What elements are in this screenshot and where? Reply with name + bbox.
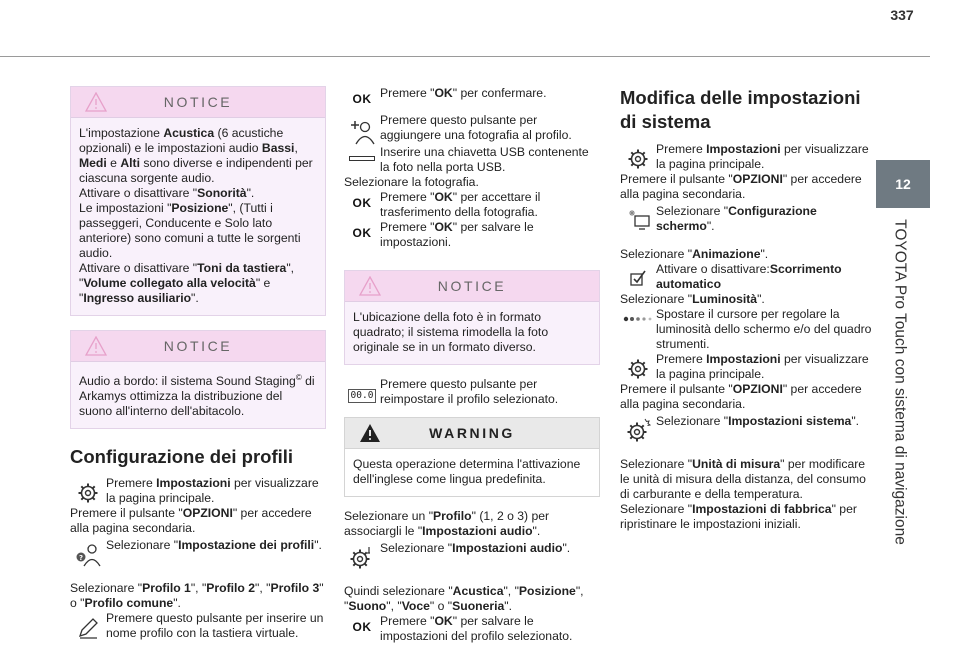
notice-paragraph: L'ubicazione della foto è in formato quadrato; il sistema rimodella la foto originale se in un formato diverso. <box>353 310 549 354</box>
warning-box <box>344 417 600 497</box>
instruction-row <box>344 539 600 571</box>
instruction-text: Premere Impostazioni per visualizzare la pagina principale. <box>656 352 869 381</box>
instruction-row <box>344 614 600 644</box>
notice-box <box>344 270 600 365</box>
warning-title: WARNING <box>429 424 515 441</box>
notice-box <box>70 86 326 316</box>
page-number: 337 <box>890 7 914 23</box>
warning-triangle-icon <box>85 336 107 356</box>
notice-paragraph: Audio a bordo: il sistema Sound Staging© di Arkamys ottimizza la distribuzione del suono all'interno dell'abitacolo. <box>79 373 315 419</box>
notice-body <box>345 302 599 364</box>
reset-profile-icon: 00.0 <box>348 389 377 403</box>
column-3 <box>620 86 876 532</box>
notice-body <box>71 362 325 428</box>
instruction-row <box>70 476 326 506</box>
gear-settings-icon <box>627 358 649 380</box>
notice-header <box>71 87 325 118</box>
ok-icon: OK <box>352 620 372 634</box>
usb-stick-icon <box>349 156 375 161</box>
warning-paragraph: Questa operazione determina l'attivazione dell'inglese come lingua predefinita. <box>353 457 581 486</box>
chapter-title <box>880 210 920 555</box>
instruction-row <box>70 536 326 568</box>
instruction-text: Premere questo pulsante per inserire un nome profilo con la tastiera virtuale. <box>106 611 324 641</box>
notice-paragraph: Le impostazioni "Posizione", (Tutti i passeggeri, Conducente e Solo lato anteriore) sono comuni a tutte le sorgenti audio. <box>79 201 301 260</box>
instruction-text: Selezionare "Impostazioni sistema". <box>656 414 860 428</box>
add-photo-profile-icon <box>349 119 375 145</box>
screen-configuration-icon <box>625 208 651 230</box>
pencil-icon <box>77 617 99 639</box>
warning-triangle-icon <box>359 276 381 296</box>
instruction-row <box>620 142 876 172</box>
instruction-text: Attivare o disattivare:Scorrimento automatico <box>656 262 842 291</box>
instruction-text: Selezionare la fotografia. <box>344 175 479 189</box>
profiles-icon <box>73 542 103 568</box>
instruction-text: Selezionare "Luminosità". <box>620 292 765 306</box>
instruction-row <box>344 220 600 250</box>
column-2 <box>344 86 600 644</box>
instruction-text: Premere Impostazioni per visualizzare la pagina principale. <box>106 476 319 506</box>
checkbox-checked-icon <box>628 268 648 288</box>
notice-title: NOTICE <box>437 277 507 294</box>
instruction-row <box>620 202 876 234</box>
instruction-text: Premere il pulsante "OPZIONI" per accedere alla pagina secondaria. <box>620 172 862 201</box>
instruction-row <box>620 352 876 382</box>
instruction-row <box>70 611 326 641</box>
instruction-text: Inserire una chiavetta USB contenente la foto nella porta USB. <box>380 145 589 174</box>
instruction-text: Premere Impostazioni per visualizzare la pagina principale. <box>656 142 869 171</box>
instruction-text: Spostare il cursore per regolare la luminosità dello schermo e/o del quadro strumenti. <box>656 307 872 351</box>
chapter-title-text: TOYOTA Pro Touch con sistema di navigazione <box>891 219 909 545</box>
instruction-row <box>620 412 876 444</box>
section-heading: Configurazione dei profili <box>70 446 294 468</box>
notice-paragraph: L'impostazione Acustica (6 acustiche opzionali) e le impostazioni audio Bassi, Medi e Alti sono diverse e indipendenti per ciascuna sorgente audio. <box>79 126 313 185</box>
instruction-text: Selezionare "Impostazione dei profili". <box>106 538 322 553</box>
instruction-text: Premere "OK" per salvare le impostazioni del profilo selezionato. <box>380 614 573 643</box>
section-heading: Modifica delle impostazioni di sistema <box>620 87 861 132</box>
ok-icon: OK <box>352 226 372 240</box>
instruction-row <box>344 113 600 145</box>
instruction-text: Premere questo pulsante per reimpostare il profilo selezionato. <box>380 377 559 406</box>
instruction-text: Selezionare "Unità di misura" per modificare le unità di misura della distanza, del consumo di carburante e della temperatura. <box>620 457 866 501</box>
audio-settings-icon <box>349 545 375 571</box>
brightness-slider-icon <box>623 313 653 325</box>
instruction-text: Selezionare "Profilo 1", "Profilo 2", "Profilo 3" o "Profilo comune". <box>70 581 324 611</box>
warning-header <box>345 418 599 449</box>
instruction-text: Selezionare "Impostazioni audio". <box>380 541 571 555</box>
instruction-row <box>620 307 876 352</box>
ok-icon: OK <box>352 196 372 210</box>
system-settings-icon <box>625 418 651 444</box>
notice-paragraph: Attivare o disattivare "Sonorità". <box>79 186 255 200</box>
gear-settings-icon <box>77 482 99 504</box>
warning-body <box>345 449 599 496</box>
instruction-row <box>344 377 600 407</box>
instruction-text: Premere il pulsante "OPZIONI" per accedere alla pagina secondaria. <box>620 382 862 411</box>
column-1 <box>70 86 326 641</box>
gear-settings-icon <box>627 148 649 170</box>
instruction-row <box>344 190 600 220</box>
instruction-text: Selezionare "Configurazione schermo". <box>656 204 817 233</box>
notice-header <box>345 271 599 302</box>
instruction-row <box>344 145 600 175</box>
notice-title: NOTICE <box>163 337 233 354</box>
instruction-text: Premere "OK" per confermare. <box>380 86 547 100</box>
warning-triangle-icon <box>85 92 107 112</box>
ok-icon: OK <box>352 92 372 106</box>
notice-header <box>71 331 325 362</box>
instruction-text: Selezionare "Animazione". <box>620 247 769 261</box>
instruction-text: Premere il pulsante "OPZIONI" per accedere alla pagina secondaria. <box>70 506 312 536</box>
chapter-tab: 12 <box>876 160 930 208</box>
notice-paragraph: Attivare o disattivare "Toni da tastiera", "Volume collegato alla velocità" e "Ingresso ausiliario". <box>79 261 295 305</box>
instruction-text: Premere questo pulsante per aggiungere una fotografia al profilo. <box>380 113 572 142</box>
svg-text:?: ? <box>78 554 84 563</box>
header-divider <box>0 56 930 57</box>
notice-body <box>71 118 325 315</box>
instruction-text: Premere "OK" per accettare il trasferimento della fotografia. <box>380 190 541 219</box>
instruction-row <box>344 86 600 107</box>
instruction-text: Selezionare un "Profilo" (1, 2 o 3) per associargli le "Impostazioni audio". <box>344 509 550 538</box>
instruction-text: Selezionare "Impostazioni di fabbrica" per ripristinare le impostazioni iniziali. <box>620 502 857 531</box>
warning-triangle-icon <box>359 423 381 443</box>
notice-box <box>70 330 326 429</box>
notice-title: NOTICE <box>163 93 233 110</box>
instruction-text: Quindi selezionare "Acustica", "Posizione", "Suono", "Voce" o "Suoneria". <box>344 584 584 613</box>
instruction-row <box>620 262 876 292</box>
instruction-text: Premere "OK" per salvare le impostazioni. <box>380 220 534 249</box>
